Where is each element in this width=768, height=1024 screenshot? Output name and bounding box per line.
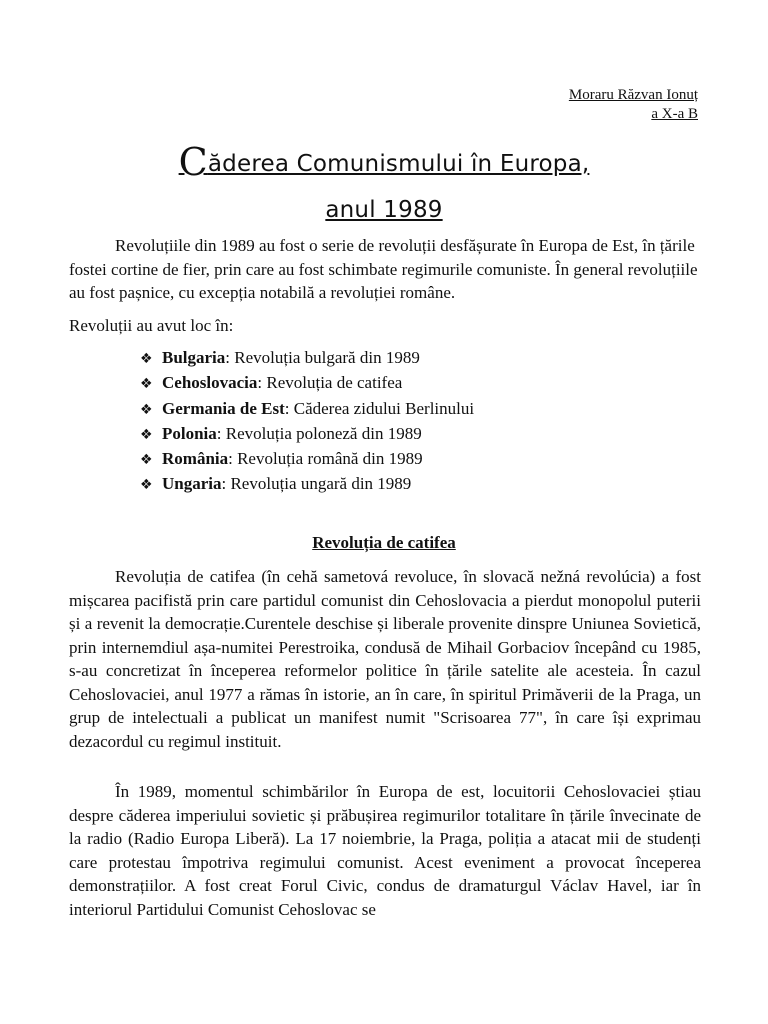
list-item [140,397,474,422]
document-title-line2: anul 1989 [325,197,443,223]
author-block [569,86,698,124]
country-desc: : Revoluția română din 1989 [228,449,423,469]
country-desc: : Revoluția de catifea [257,373,403,393]
country-name: Polonia [162,423,217,443]
list-intro: Revoluții au avut loc în: [69,316,234,335]
country-desc: : Căderea zidului Berlinului [284,398,475,418]
velvet-revolution-paragraph: Revoluția de catifea (în cehă sametová revoluce, în slovacă nežná revolúcia) a fost mișcarea pacifistă prin care partidul comunist din Cehoslovacia a pierdut monopolul puterii și a revenit la democrație.Curentele deschise și liberale provenite dinspre Uniunea Sovietică, prin internemdiul așa-numitei Perestroika, condusă de Mihail Gorbaciov începând cu 1985, s-au concretizat în începerea reformelor politice în țările satelite ale acesteia. În cazul Cehoslovaciei, anul 1977 a rămas în istorie, an în care, în spiritul Primăverii de la Praga, un grup de intelectuali a publicat un manifest numit "Scrisoarea 77", în care își exprimau dezacordul cu regimul instituit. [69,567,701,751]
country-desc: : Revoluția ungară din 1989 [221,474,412,494]
section-heading: Revoluția de catifea [312,533,456,552]
events-1989-paragraph: În 1989, momentul schimbărilor în Europa de est, locuitorii Cehoslovaciei știau despre căderea imperiului sovietic și prăbușirea regimurilor totalitare în țările învecinate de la radio (Radio Europa Liberă). La 17 noiembrie, la Praga, poliția a atacat mii de studenți care protestau împotriva regimului comunist. Acest eveniment a provocat începerea demonstrațiilor. A fost creat Forul Civic, condus de dramaturgul Václav Havel, iar în interiorul Partidului Comunist Cehoslovac se [69,782,701,919]
country-list [140,346,474,498]
list-item [140,422,474,447]
diamond-bullet-icon: ❖ [140,426,153,443]
author-class: a X-a B [651,106,698,122]
country-name: România [162,449,229,469]
country-name: Germania de Est [162,398,285,418]
country-desc: : Revoluția poloneză din 1989 [216,423,422,443]
document-title [0,140,768,184]
title-drop-cap: C [178,140,208,184]
diamond-bullet-icon: ❖ [140,401,153,418]
list-item [140,472,474,497]
country-desc: : Revoluția bulgară din 1989 [225,348,420,367]
diamond-bullet-icon: ❖ [140,452,153,469]
diamond-bullet-icon: ❖ [140,376,153,393]
list-item [140,371,474,396]
title-line1: ăderea Comunismului în Europa, [207,151,590,177]
list-item [140,346,474,371]
author-name: Moraru Răzvan Ionuț [568,87,698,103]
list-item [140,447,474,472]
diamond-bullet-icon: ❖ [140,351,153,367]
country-name: Bulgaria [162,348,226,367]
country-name: Ungaria [162,474,222,494]
diamond-bullet-icon: ❖ [140,477,153,494]
intro-paragraph: Revoluțiile din 1989 au fost o serie de revoluții desfășurate în Europa de Est, în țările fostei cortine de fier, prin care au fost schimbate regimurile comuniste. În general revoluțiile au fost pașnice, cu excepția notabilă a revoluției române. [69,236,698,302]
country-name: Cehoslovacia [162,373,258,393]
